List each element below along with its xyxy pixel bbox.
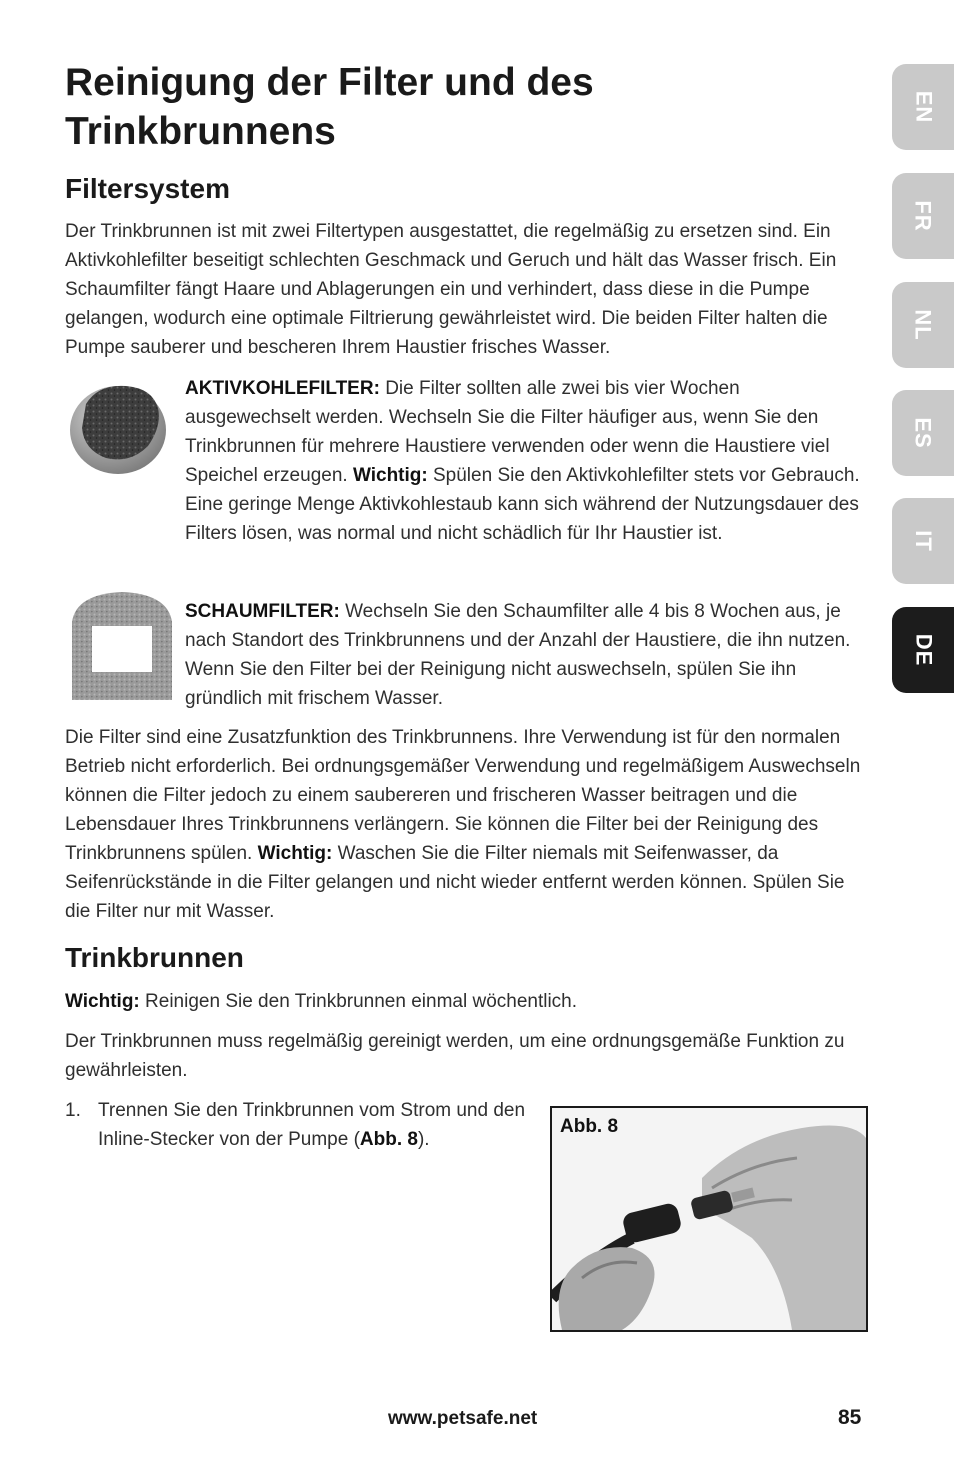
step-1-text: Trennen Sie den Trinkbrunnen vom Strom und den Inline-Stecker von der Pumpe (Abb. 8). (98, 1100, 526, 1150)
tab-it[interactable]: IT (892, 498, 954, 584)
foam-filter-image (68, 588, 176, 706)
filter-note-paragraph: Die Filter sind eine Zusatzfunktion des Trinkbrunnens. Ihre Verwendung ist für den normalen Betrieb nicht erforderlich. Bei ordnungsgemäßer Verwendung und regelmäßigem Auswechseln können die Filter jedoch zu einem saubereren und frischeren Wasser beitragen und die Lebensdauer Ihres Trinkbrunnens verlängern. Sie können die Filter bei der Reinigung des Trinkbrunnens spülen. Wichtig: Waschen Sie die Filter niemals mit Seifenwasser, da Seifenrückstände in die Filter gelangen und nicht wieder entfernt werden können. Spülen Sie die Filter nur mit Wasser. (65, 727, 861, 922)
tab-nl[interactable]: NL (892, 282, 954, 368)
step-number: 1. (65, 1100, 81, 1121)
page-number: 85 (838, 1406, 862, 1429)
figure-abb-8 (550, 1106, 868, 1332)
important-label: Wichtig: (257, 843, 333, 864)
tab-es[interactable]: ES (892, 390, 954, 476)
unplugging-connector-photo (552, 1108, 866, 1330)
tab-fr[interactable]: FR (892, 173, 954, 259)
foam-filter-paragraph: SCHAUMFILTER: Wechseln Sie den Schaumfilter alle 4 bis 8 Wochen aus, je nach Standort des Trinkbrunnens und der Anzahl der Haustiere, die ihn nutzen. Wenn Sie den Filter bei der Reinigung nicht auswechseln, spülen Sie ihn gründlich mit frischem Wasser. (185, 601, 851, 709)
tab-de[interactable]: DE (892, 607, 954, 693)
footer-url[interactable]: www.petsafe.net (388, 1408, 538, 1429)
carbon-filter-paragraph: AKTIVKOHLEFILTER: Die Filter sollten alle zwei bis vier Wochen ausgewechselt werden. Wechseln Sie die Filter häufiger aus, wenn Sie den Trinkbrunnen für mehrere Haustiere verwenden oder wenn die Haustiere viel Speichel erzeugen. Wichtig: Spülen Sie den Aktivkohlefilter stets vor Gebrauch. Eine geringe Menge Aktivkohlestaub kann sich während der Nutzungsdauer des Filters lösen, was normal und nicht schädlich für Ihr Haustier ist. (185, 378, 860, 544)
section-heading-trinkbrunnen: Trinkbrunnen (65, 942, 244, 973)
important-label: Wichtig: (352, 465, 428, 486)
tab-en[interactable]: EN (892, 64, 954, 150)
trinkbrunnen-intro: Der Trinkbrunnen muss regelmäßig gereinigt werden, um eine ordnungsgemäße Funktion zu gewährleisten. (65, 1031, 845, 1081)
foam-filter-label: SCHAUMFILTER: (185, 601, 340, 622)
page-title: Reinigung der Filter und des Trinkbrunnens (65, 61, 594, 153)
weekly-cleaning-note: Wichtig: Reinigen Sie den Trinkbrunnen einmal wöchentlich. (65, 991, 578, 1012)
filtersystem-intro: Der Trinkbrunnen ist mit zwei Filtertypen ausgestattet, die regelmäßig zu ersetzen sind. Ein Aktivkohlefilter beseitigt schlechten Geschmack und Geruch und hält das Wasser frisch. Ein Schaumfilter fängt Haare und Ablagerungen ein und verhindert, dass diese in die Pumpe gelangen, wodurch eine optimale Filtrierung gewährleistet wird. Die beiden Filter halten die Pumpe sauberer und bescheren Ihrem Haustier frisches Wasser. (65, 221, 837, 358)
figure-reference: Abb. 8 (359, 1129, 418, 1150)
section-heading-filtersystem: Filtersystem (65, 173, 230, 204)
carbon-filter-label: AKTIVKOHLEFILTER: (185, 378, 380, 399)
figure-label: Abb. 8 (560, 1116, 619, 1137)
important-label: Wichtig: (65, 991, 140, 1012)
carbon-filter-image (68, 374, 172, 478)
